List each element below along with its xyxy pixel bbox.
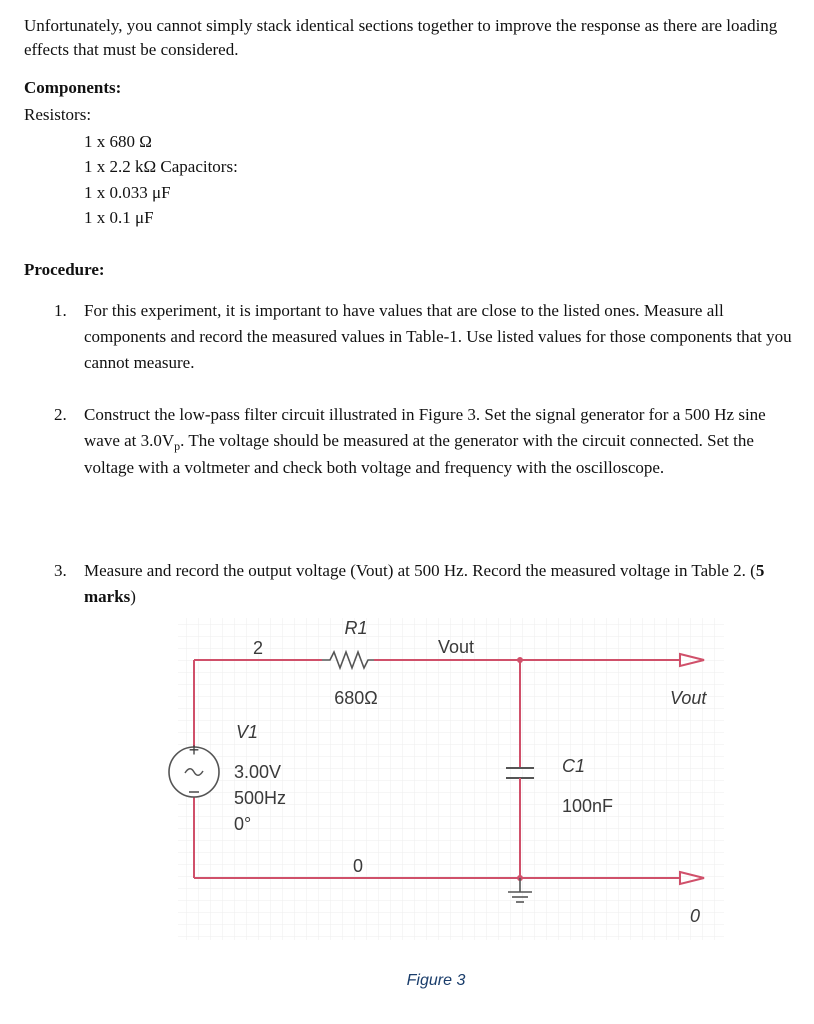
component-item: 1 x 2.2 kΩ Capacitors: (84, 157, 238, 176)
step-number: 3. (54, 561, 67, 580)
v1-label: V1 (236, 722, 259, 742)
components-heading: Components: (24, 78, 122, 97)
procedure-step-2 (54, 402, 794, 481)
subscript: p (174, 439, 181, 453)
procedure-heading: Procedure: (24, 260, 105, 279)
v1-frequency: 500Hz (234, 788, 287, 808)
step-text: For this experiment, it is important to have values that are close to the listed ones. Measure all components and record the measured values in Table-1. Use listed values for those components that you cannot measure. (84, 301, 792, 372)
step-number: 2. (54, 405, 67, 424)
circuit-diagram (150, 600, 730, 1000)
c1-value: 100nF (562, 796, 614, 816)
vout-port-label: Vout (670, 688, 707, 708)
intro-paragraph: Unfortunately, you cannot simply stack identical sections together to improve the response as there are loading effects that must be considered. (24, 16, 778, 59)
step-number: 1. (54, 301, 67, 320)
v1-phase: 0° (234, 814, 252, 834)
component-item: 1 x 680 Ω (84, 132, 152, 151)
marks-bold: 5 marks (84, 561, 765, 606)
resistors-label: Resistors: (24, 105, 92, 124)
component-item: 1 x 0.1 μF (84, 208, 154, 227)
ground-port-label: 0 (690, 906, 701, 926)
node-2-label: 2 (252, 638, 264, 658)
plus-sign: + (188, 740, 200, 760)
step-text: Construct the low-pass filter circuit illustrated in Figure 3. Set the signal generator for a 500 Hz sine wave at $3.0V_p$. The voltage should be measured at the generator with the circuit connected. Set the voltage with a voltmeter and check both voltage and frequency with the oscilloscope. (84, 405, 766, 477)
c1-label: C1 (562, 756, 586, 776)
r1-value: 680Ω (334, 688, 378, 708)
node-0-label: 0 (352, 856, 364, 876)
r1-label: R1 (344, 618, 368, 638)
figure-caption: Figure 3 (406, 972, 466, 989)
vout-wire-label: Vout (438, 637, 475, 657)
procedure-step-1 (54, 298, 794, 376)
v1-voltage: 3.00V (234, 762, 282, 782)
step-text: Measure and record the output voltage (Vout) at 500 Hz. Record the measured voltage in Table 2. (5 marks) (84, 561, 765, 606)
component-item: 1 x 0.033 μF (84, 183, 171, 202)
